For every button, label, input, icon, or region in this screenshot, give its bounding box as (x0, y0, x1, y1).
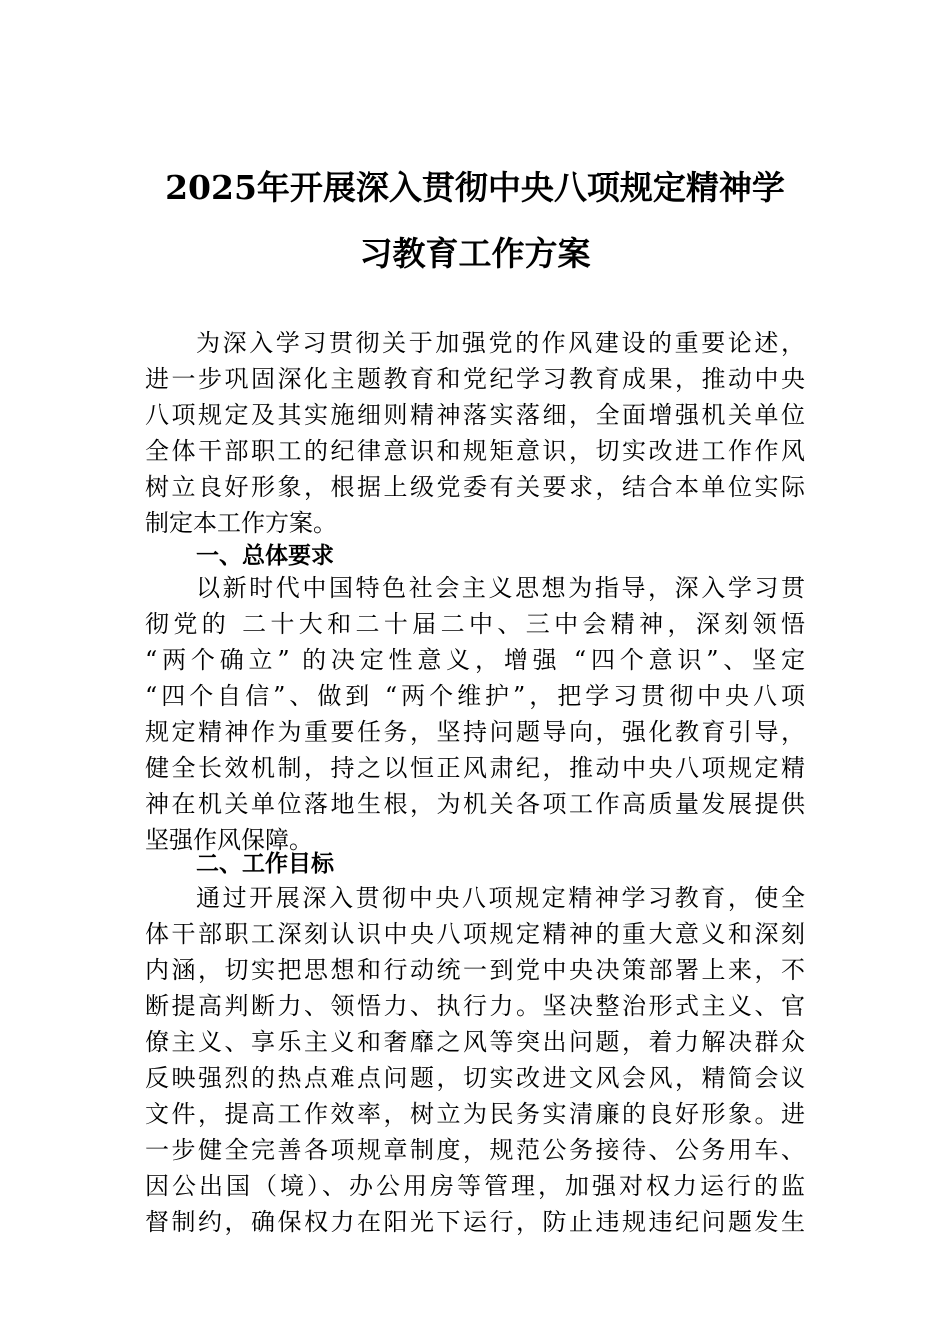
section1-line: 坚强作风保障。 (145, 826, 313, 854)
section-heading-general-requirements: 一、总体要求 (196, 543, 334, 569)
section1-line: “四个自信”、做到 “两个维护”，把学习贯彻中央八项 (145, 682, 805, 710)
section1-line: 以新时代中国特色社会主义思想为指导，深入学习贯 (196, 574, 805, 602)
section1-line: 健全长效机制，持之以恒正风肃纪，推动中央八项规定精 (145, 754, 805, 782)
section-heading-work-goals: 二、工作目标 (196, 851, 334, 877)
section2-line: 因公出国（境）、办公用房等管理，加强对权力运行的监 (145, 1172, 805, 1200)
section2-line: 通过开展深入贯彻中央八项规定精神学习教育，使全 (196, 884, 805, 912)
intro-line: 树立良好形象，根据上级党委有关要求，结合本单位实际 (145, 473, 805, 501)
section2-line: 内涵，切实把思想和行动统一到党中央决策部署上来，不 (145, 956, 805, 984)
section1-line: 规定精神作为重要任务，坚持问题导向，强化教育引导， (145, 718, 805, 746)
document-title-line-1: 2025年开展深入贯彻中央八项规定精神学 (165, 168, 785, 207)
intro-line: 八项规定及其实施细则精神落实落细，全面增强机关单位 (145, 401, 805, 429)
section2-line: 僚主义、享乐主义和奢靡之风等突出问题，着力解决群众 (145, 1028, 805, 1056)
section2-line: 断提高判断力、领悟力、执行力。坚决整治形式主义、官 (145, 992, 805, 1020)
intro-line: 制定本工作方案。 (145, 509, 337, 537)
section2-line: 督制约，确保权力在阳光下运行，防止违规违纪问题发生 (145, 1208, 805, 1236)
intro-line: 进一步巩固深化主题教育和党纪学习教育成果，推动中央 (145, 365, 805, 393)
intro-line: 为深入学习贯彻关于加强党的作风建设的重要论述， (196, 329, 805, 357)
document-title-line-2: 习教育工作方案 (359, 234, 591, 273)
section1-line: 神在机关单位落地生根，为机关各项工作高质量发展提供 (145, 790, 805, 818)
section2-line: 体干部职工深刻认识中央八项规定精神的重大意义和深刻 (145, 920, 805, 948)
section2-line: 一步健全完善各项规章制度，规范公务接待、公务用车、 (145, 1136, 805, 1164)
section2-line: 反映强烈的热点难点问题，切实改进文风会风，精简会议 (145, 1064, 805, 1092)
section1-line: 彻党的 二十大和二十届二中、三中会精神，深刻领悟 (145, 610, 805, 638)
intro-line: 全体干部职工的纪律意识和规矩意识，切实改进工作作风 (145, 437, 805, 465)
section1-line: “两个确立” 的决定性意义，增强 “四个意识”、坚定 (145, 646, 805, 674)
section2-line: 文件，提高工作效率，树立为民务实清廉的良好形象。进 (145, 1100, 805, 1128)
